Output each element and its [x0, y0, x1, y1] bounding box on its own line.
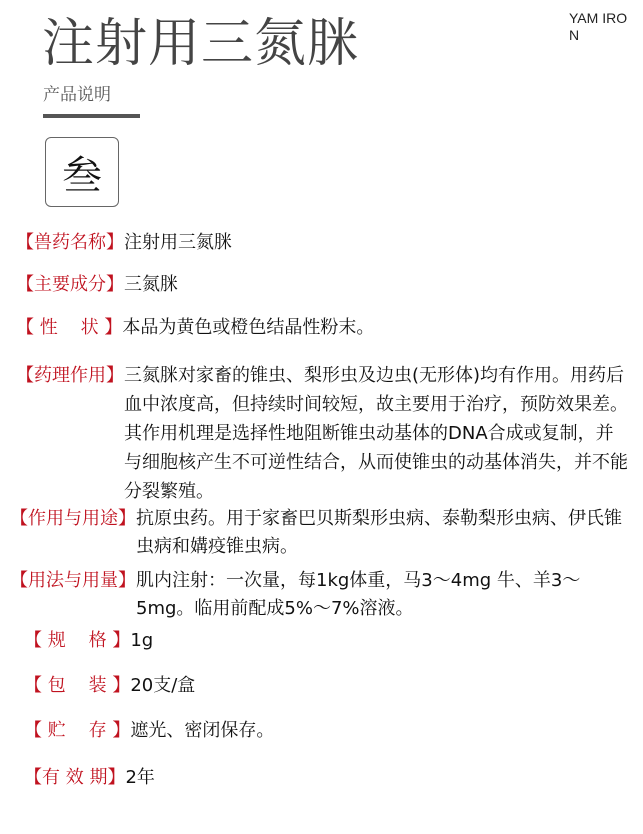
field-value: 1g: [130, 630, 154, 651]
badge-char-box: 叁: [45, 137, 119, 207]
field-spec: [24, 628, 624, 654]
field-pharmacology: [16, 361, 634, 506]
field-label: 【用法与用量】: [10, 570, 136, 591]
field-label: 【 规 格 】: [24, 630, 131, 651]
section-subtitle: 产品说明: [43, 85, 111, 105]
product-title: 注射用三氮脒: [42, 14, 361, 74]
field-value: 遮光、密闭保存。: [130, 720, 275, 741]
field-value: 注射用三氮脒: [124, 232, 232, 253]
field-name: [16, 230, 616, 256]
field-label: 【药理作用】: [16, 365, 124, 386]
field-label: 【兽药名称】: [16, 232, 124, 253]
field-value: 本品为黄色或橙色结晶性粉末。: [122, 317, 375, 338]
field-label: 【作用与用途】: [10, 508, 136, 529]
field-value: 肌内注射：一次量，每1kg体重，马3～4mg 牛、羊3～5mg。临用前配成5%～7%溶液。: [136, 570, 581, 619]
field-dosage: [10, 567, 635, 623]
field-ingredient: [16, 272, 616, 298]
field-indications: [10, 505, 635, 561]
field-appearance: [16, 315, 616, 341]
field-value: 抗原虫药。用于家畜巴贝斯梨形虫病、泰勒梨形虫病、伊氏锥虫病和媾疫锥虫病。: [136, 508, 622, 557]
field-label: 【 包 装 】: [24, 675, 131, 696]
field-value: 20支/盒: [130, 675, 196, 696]
field-label: 【 贮 存 】: [24, 720, 131, 741]
field-label: 【 性 状 】: [16, 317, 123, 338]
field-value: 三氮脒: [124, 274, 178, 295]
field-label: 【主要成分】: [16, 274, 124, 295]
field-validity: [24, 765, 624, 791]
subtitle-underline: [43, 114, 140, 118]
brand-name: YAM IRO N: [569, 10, 628, 43]
field-storage: [24, 718, 624, 744]
field-value: 三氮脒对家畜的锥虫、梨形虫及边虫(无形体)均有作用。用药后血中浓度高，但持续时间较短，故主要用于治疗，预防效果差。其作用机理是选择性地阻断锥虫动基体的DNA合成或复制，并与细胞核产生不可逆性结合，从而使锥虫的动基体消失，并不能分裂繁殖。: [124, 365, 628, 502]
field-label: 【有 效 期】: [24, 767, 126, 788]
field-value: 2年: [125, 767, 155, 788]
field-packaging: [24, 673, 624, 699]
